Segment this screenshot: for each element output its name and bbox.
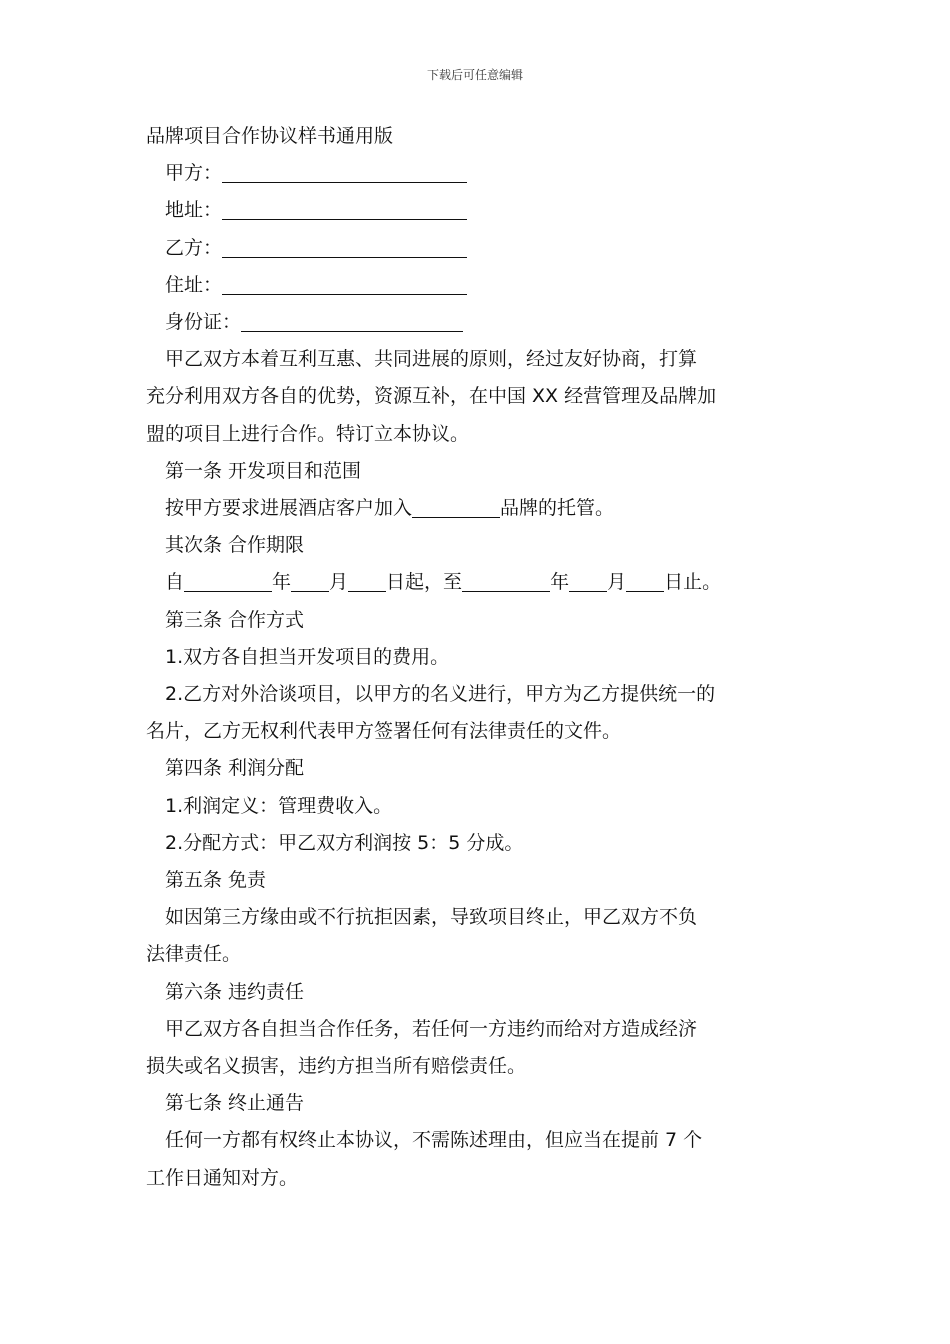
end-month-blank[interactable] <box>569 567 607 592</box>
article-4-item-1: 1.利润定义：管理费收入。 <box>165 794 393 817</box>
article-1-text <box>146 490 810 527</box>
address-label: 地址： <box>165 199 223 222</box>
term-day-end-text: 日止。 <box>664 571 722 594</box>
article-4-heading: 第四条 利润分配 <box>165 757 305 780</box>
article-7-heading: 第七条 终止通告 <box>165 1092 305 1115</box>
id-card-field <box>146 304 810 341</box>
id-card-label: 身份证： <box>165 311 242 334</box>
term-from-text: 自 <box>165 571 185 594</box>
party-b-blank[interactable] <box>222 233 467 258</box>
article-1-text-pre: 按甲方要求进展酒店客户加入 <box>165 497 413 520</box>
term-month-text: 月 <box>329 571 349 594</box>
article-6-line-2: 损失或名义损害，违约方担当所有赔偿责任。 <box>146 1055 527 1078</box>
brand-blank[interactable] <box>412 493 500 518</box>
article-5-text <box>146 899 810 973</box>
contract-body <box>146 118 810 1197</box>
party-a-field <box>146 155 810 192</box>
address-field <box>146 192 810 229</box>
intro-paragraph <box>146 341 810 453</box>
term-day-start-text: 日起，至 <box>386 571 463 594</box>
article-3-item-2-line-1: 2.乙方对外洽谈项目，以甲方的名义进行，甲方为乙方提供统一的 <box>165 683 716 706</box>
start-month-blank[interactable] <box>291 567 329 592</box>
article-3-item-2-line-2: 名片，乙方无权利代表甲方签署任何有法律责任的文件。 <box>146 720 622 743</box>
article-5-line-2: 法律责任。 <box>146 943 242 966</box>
document-title: 品牌项目合作协议样书通用版 <box>146 125 394 147</box>
article-3-item-1: 1.双方各自担当开发项目的费用。 <box>165 645 450 668</box>
intro-line-2: 充分利用双方各自的优势，资源互补，在中国 XX 经营管理及品牌加 <box>146 385 717 408</box>
address-blank[interactable] <box>222 195 467 220</box>
article-1-heading: 第一条 开发项目和范围 <box>165 459 362 482</box>
term-line <box>146 564 810 601</box>
article-5-heading: 第五条 免责 <box>165 869 267 892</box>
start-day-blank[interactable] <box>348 567 386 592</box>
intro-line-3: 盟的项目上进行合作。特订立本协议。 <box>146 422 470 445</box>
article-6-text <box>146 1011 810 1085</box>
end-year-blank[interactable] <box>462 567 550 592</box>
article-6-heading: 第六条 违约责任 <box>165 980 305 1003</box>
term-year-text: 年 <box>272 571 292 594</box>
residence-field <box>146 267 810 304</box>
article-1-text-post: 品牌的托管。 <box>500 497 615 520</box>
page-header: 下载后可任意编辑 <box>426 68 523 82</box>
party-a-blank[interactable] <box>222 158 467 183</box>
party-a-label: 甲方： <box>165 162 223 185</box>
article-2-heading: 其次条 合作期限 <box>165 534 305 557</box>
residence-blank[interactable] <box>222 270 467 295</box>
id-card-blank[interactable] <box>241 307 463 332</box>
start-year-blank[interactable] <box>184 567 272 592</box>
article-5-line-1: 如因第三方缘由或不行抗拒因素，导致项目终止，甲乙双方不负 <box>165 906 698 929</box>
party-b-label: 乙方： <box>165 236 223 259</box>
article-7-line-2: 工作日通知对方。 <box>146 1166 299 1189</box>
term-year2-text: 年 <box>550 571 570 594</box>
residence-label: 住址： <box>165 273 223 296</box>
article-7-text <box>146 1122 810 1196</box>
article-3-heading: 第三条 合作方式 <box>165 608 305 631</box>
article-6-line-1: 甲乙双方各自担当合作任务，若任何一方违约而给对方造成经济 <box>165 1017 698 1040</box>
article-4-item-2: 2.分配方式：甲乙双方利润按 5：5 分成。 <box>165 831 524 854</box>
term-month2-text: 月 <box>607 571 627 594</box>
article-7-line-1: 任何一方都有权终止本协议，不需陈述理由，但应当在提前 7 个 <box>165 1129 703 1152</box>
end-day-blank[interactable] <box>626 567 664 592</box>
article-3-item-2 <box>146 676 810 750</box>
intro-line-1: 甲乙双方本着互利互惠、共同进展的原则，经过友好协商，打算 <box>165 348 698 371</box>
party-b-field <box>146 230 810 267</box>
